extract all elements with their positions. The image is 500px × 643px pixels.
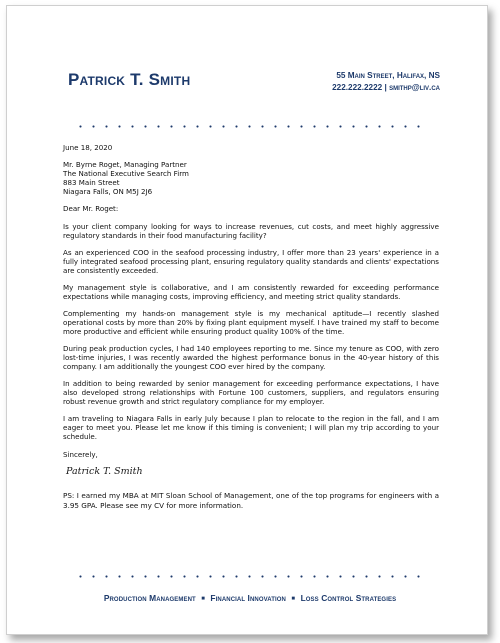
letter-body	[63, 144, 439, 519]
recipient-address	[63, 161, 439, 197]
bottom-dotted-divider	[74, 575, 424, 578]
sender-phone: 222.222.2222	[332, 83, 383, 92]
body-paragraph: Is your client company looking for ways to increase revenues, cut costs, and meet highly aggressive regulatory standards in their food manufacturing facility?	[63, 221, 439, 240]
sender-email[interactable]: smithp@liv.ca	[389, 83, 440, 92]
closing: Sincerely,	[63, 449, 98, 459]
footer-strengths	[0, 593, 500, 603]
footer-bullet: ■	[201, 596, 205, 602]
recipient-line: Niagara Falls, ON M5J 2J6	[63, 187, 153, 197]
top-dotted-divider	[74, 125, 424, 128]
postscript: PS: I earned my MBA at MIT Sloan School of Management, one of the top programs for engineers with a 3.95 GPA. Please see my CV for more information.	[63, 490, 439, 510]
sender-phone-email	[332, 82, 440, 94]
footer-bullet: ■	[291, 596, 296, 602]
sender-contact	[332, 70, 440, 94]
footer-item: Loss Control Strategies	[300, 593, 397, 603]
body-paragraph: As an experienced COO in the seafood processing industry, I offer more than 23 years' experience in a fully integrated seafood processing plant, ensuring regulatory quality standards and clients' expectations are consistently exceeded.	[63, 247, 439, 275]
body-paragraph: In addition to being rewarded by senior management for exceeding performance expectations, I have also developed strong relationships with Fortune 100 customers, suppliers, and regulators ensuring robust revenue growth and strict regulatory compliance for my employer.	[63, 379, 439, 407]
body-paragraph: I am traveling to Niagara Falls in early July because I plan to relocate to the region in the fall, and I am eager to meet you. Please let me know if this timing is convenient; I will plan my trip according to your schedule.	[63, 414, 439, 442]
recipient-line: 883 Main Street	[63, 178, 120, 188]
signature: Patrick T. Smith	[66, 465, 143, 477]
sender-name: Patrick T. Smith	[68, 70, 191, 89]
recipient-line: The National Executive Search Firm	[63, 169, 189, 179]
body-paragraph: My management style is collaborative, and I am consistently rewarded for exceeding performance expectations while managing costs, improving efficiency, and meeting strict quality standards.	[63, 282, 439, 301]
contact-separator: |	[384, 83, 387, 92]
body-paragraph: Complementing my hands-on management style is my mechanical aptitude—I recently slashed operational costs by more than 20% by fixing plant equipment myself. I have trained my staff to become more productive and efficient while ensuring product quality 100% of the time.	[63, 309, 439, 336]
letter-date: June 18, 2020	[63, 143, 113, 152]
salutation: Dear Mr. Roget:	[63, 204, 119, 214]
body-paragraph: During peak production cycles, I had 140 employees reporting to me. Since my tenure as COO, with zero lost-time injuries, I was recently awarded the highest performance bonus in the 40-year history of this company. I am additionally the youngest COO ever hired by the company.	[63, 344, 439, 372]
footer-item: Production Management	[103, 593, 196, 603]
recipient-line: Mr. Byrne Roget, Managing Partner	[63, 160, 187, 170]
sender-address: 55 Main Street, Halifax, NS	[336, 71, 440, 80]
footer-item: Financial Innovation	[210, 593, 286, 603]
